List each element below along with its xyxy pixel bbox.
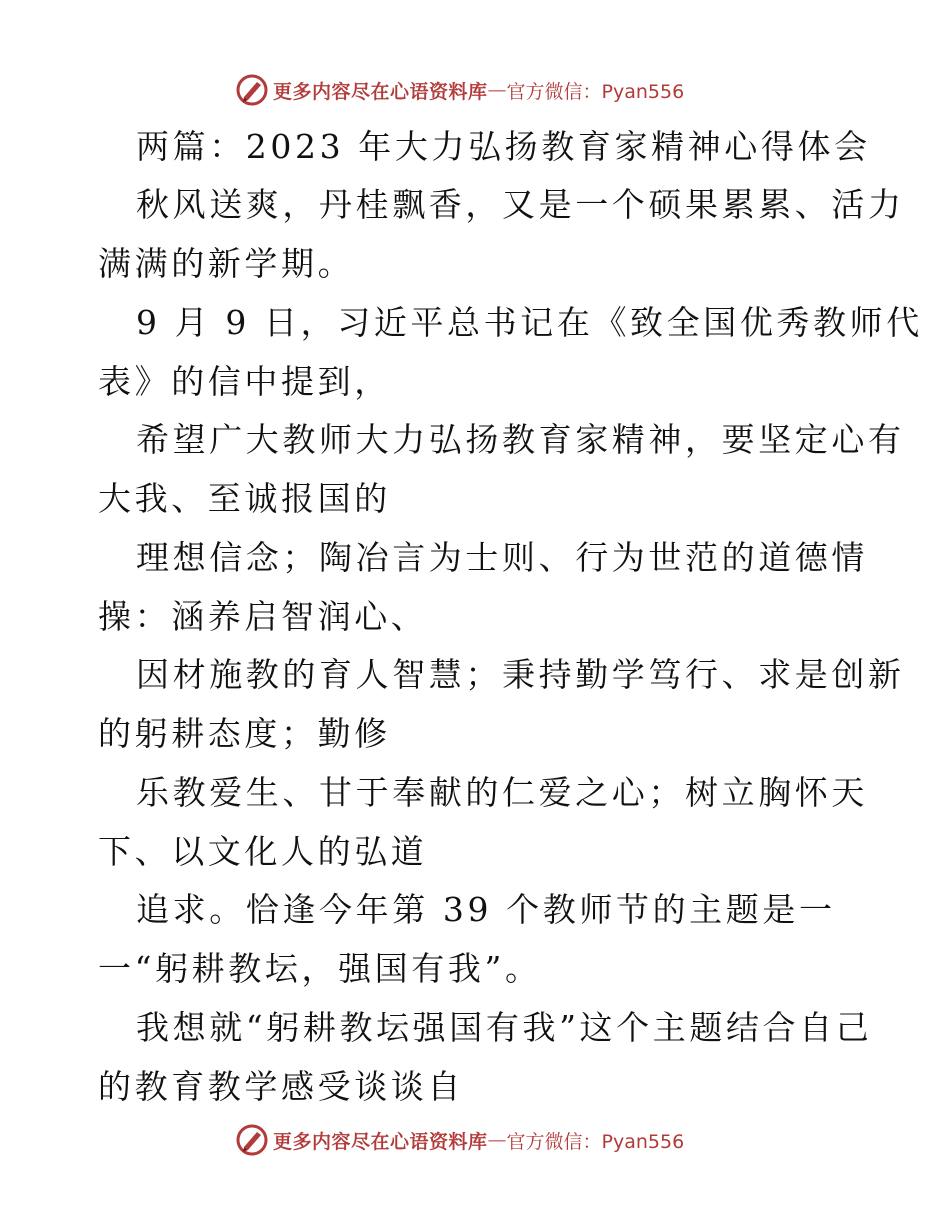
paragraph-line: 我想就“躬耕教坛强国有我”这个主题结合自己 xyxy=(136,1008,873,1047)
paragraph-line: 大我、至诚报国的 xyxy=(98,479,391,518)
paragraph-line: 操：涵养启智润心、 xyxy=(98,597,428,636)
document-title: 两篇：2023 年大力弘扬教育家精神心得体会 xyxy=(136,127,871,166)
paragraph-line: 一“躬耕教坛，强国有我”。 xyxy=(98,949,542,988)
paragraph-line: 下、以文化人的弘道 xyxy=(98,832,428,871)
paragraph-line: 秋风送爽，丹桂飘香，又是一个硕果累累、活力 xyxy=(136,185,905,224)
watermark-brand-text: 更多内容尽在心语资料库 xyxy=(273,1130,488,1153)
pen-logo-icon xyxy=(235,73,269,107)
paragraph-line: 满满的新学期。 xyxy=(98,244,355,283)
paragraph-line: 希望广大教师大力弘扬教育家精神，要坚定心有 xyxy=(136,420,905,459)
paragraph-line: 表》的信中提到， xyxy=(98,362,391,401)
paragraph-line: 乐教爱生、甘于奉献的仁爱之心；树立胸怀天 xyxy=(136,773,868,812)
paragraph-line: 9 月 9 日，习近平总书记在《致全国优秀教师代 xyxy=(136,303,923,342)
watermark-dash: — xyxy=(487,79,507,101)
paragraph-line: 因材施教的育人智慧；秉持勤学笃行、求是创新 xyxy=(136,655,905,694)
paragraph-line: 理想信念；陶冶言为士则、行为世范的道德情 xyxy=(136,538,868,577)
watermark-wechat-text: 官方微信：Pyan556 xyxy=(506,1130,685,1153)
watermark-wechat-text: 官方微信：Pyan556 xyxy=(506,80,685,103)
paragraph-line: 的教育教学感受谈谈自 xyxy=(98,1067,464,1106)
paragraph-line: 追求。恰逢今年第 39 个教师节的主题是一 xyxy=(136,890,836,929)
pen-logo-icon xyxy=(235,1123,269,1157)
watermark-brand-text: 更多内容尽在心语资料库 xyxy=(273,80,488,103)
header-watermark xyxy=(235,70,715,110)
paragraph-line: 的躬耕态度；勤修 xyxy=(98,714,391,753)
watermark-dash: — xyxy=(487,1129,507,1151)
footer-watermark xyxy=(235,1120,715,1160)
